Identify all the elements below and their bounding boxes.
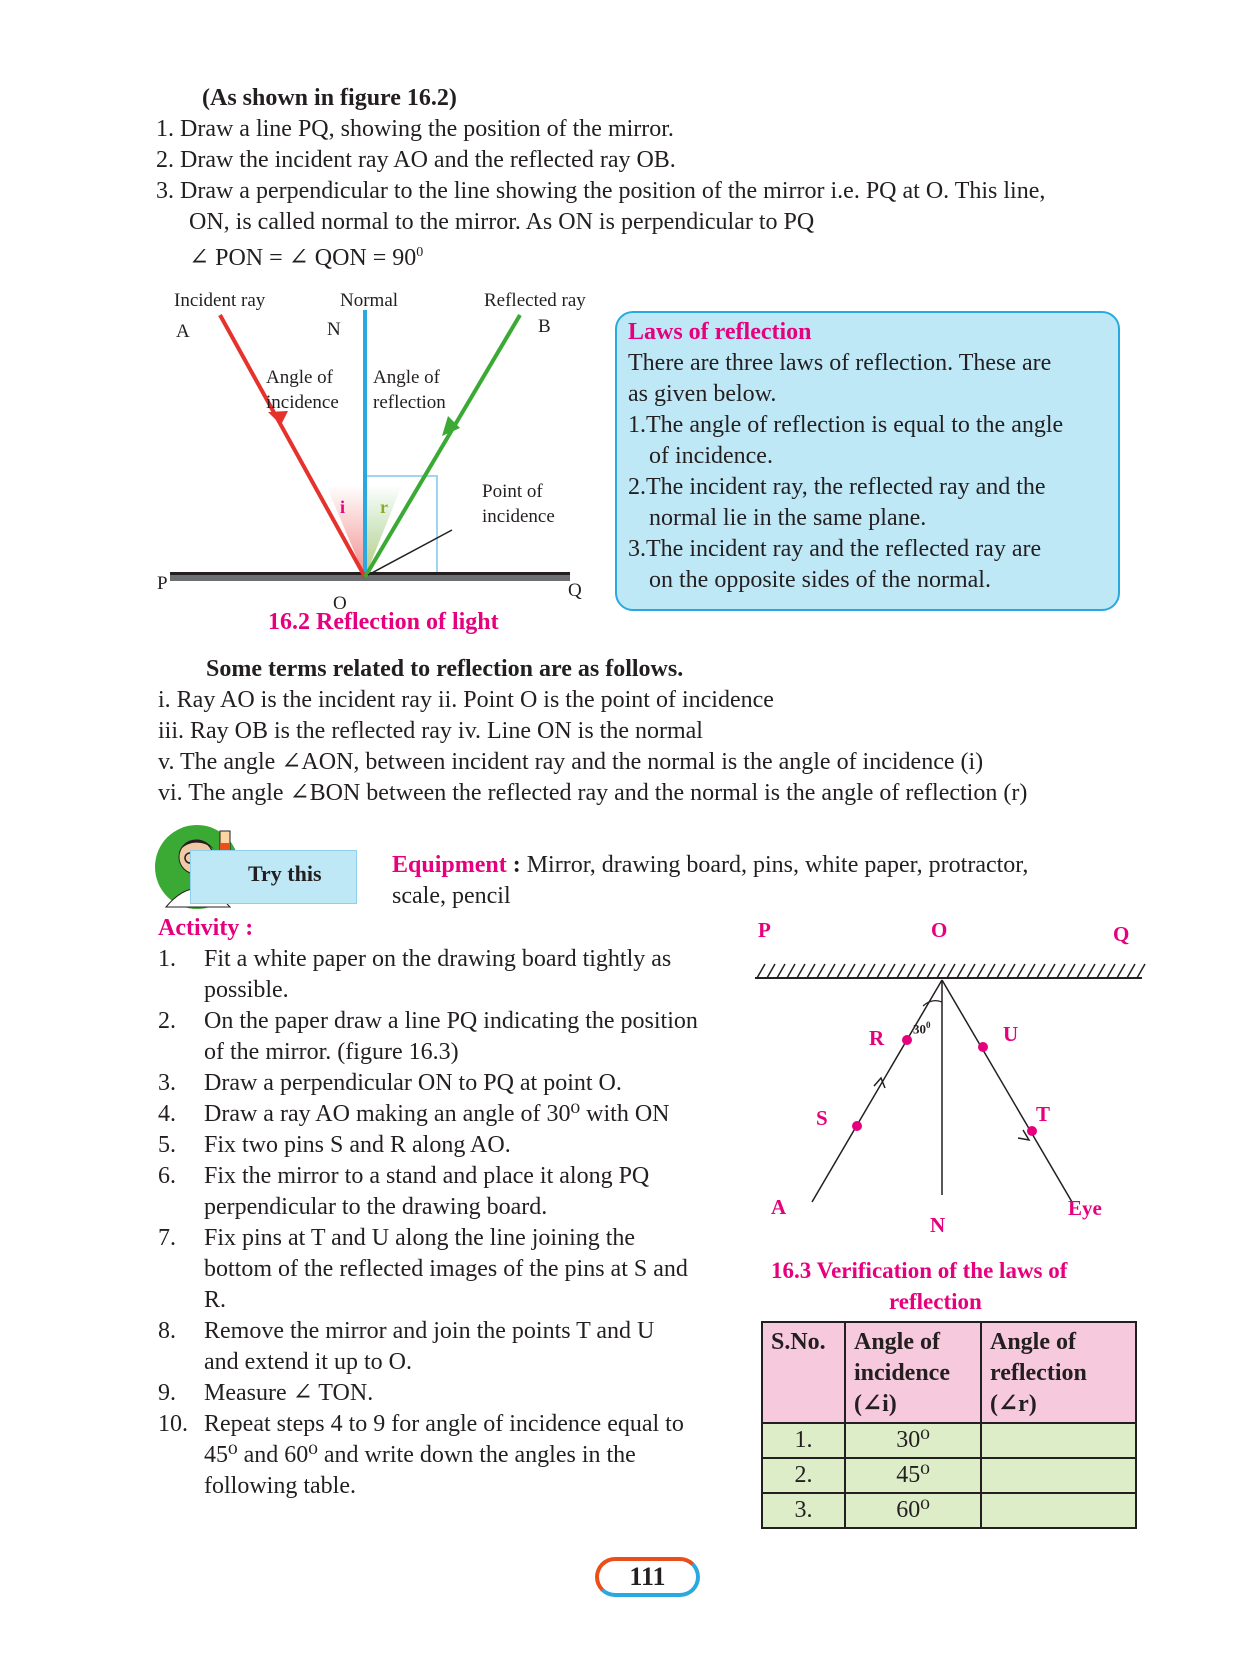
- laws-line: 2.The incident ray, the reflected ray and the: [628, 474, 1046, 500]
- verification-figure: [750, 940, 1150, 1220]
- equipment-sep: :: [506, 852, 527, 878]
- table-cell: 2.: [762, 1458, 845, 1493]
- pin-u: [978, 1042, 988, 1052]
- terms-heading: Some terms related to reflection are as follows.: [206, 656, 684, 682]
- header-angle-reflection: Angle of reflection (∠r): [981, 1322, 1136, 1423]
- fig2-label-eye: Eye: [1068, 1196, 1102, 1220]
- fig2-label-n: N: [930, 1213, 946, 1237]
- terms-line: v. The angle ∠AON, between incident ray and the normal is the angle of incidence (i): [158, 749, 984, 775]
- table-cell: [981, 1458, 1136, 1493]
- activity-step-text: On the paper draw a line PQ indicating the position: [204, 1008, 698, 1034]
- intro-angle-equation: ∠ PON = ∠ QON = $90^0$: [189, 245, 424, 271]
- activity-step-number: 7.: [158, 1225, 176, 1251]
- fig2-label-o: O: [931, 918, 948, 942]
- laws-title: Laws of reflection: [628, 319, 812, 345]
- label-n: N: [327, 319, 341, 340]
- fig2-label-a: A: [771, 1195, 787, 1219]
- pin-t: [1027, 1126, 1037, 1136]
- label-o: O: [333, 593, 347, 614]
- activity-step-text: possible.: [204, 977, 289, 1003]
- activity-step-text: Measure ∠ TON.: [204, 1380, 374, 1406]
- activity-step-text: Draw a ray AO making an angle of 30⁰ with ON: [204, 1101, 670, 1127]
- figure2-caption-2: reflection: [889, 1289, 982, 1314]
- laws-line: 1.The angle of reflection is equal to the angle: [628, 412, 1064, 438]
- activity-step-number: 4.: [158, 1101, 176, 1127]
- activity-step-text: Fix the mirror to a stand and place it along PQ: [204, 1163, 650, 1189]
- equipment-text: Mirror, drawing board, pins, white paper, protractor,: [526, 852, 1029, 878]
- label-angle-reflection-1: Angle of: [373, 367, 441, 388]
- activity-heading: Activity :: [158, 915, 254, 941]
- pin-r: [902, 1035, 912, 1045]
- activity-step-text: Remove the mirror and join the points T and U: [204, 1318, 655, 1344]
- intro-step-1: 1. Draw a line PQ, showing the position of the mirror.: [156, 116, 674, 142]
- label-angle-reflection-2: reflection: [373, 392, 446, 413]
- fig2-angle-label: $30^0$: [913, 1020, 931, 1037]
- label-b: B: [538, 316, 551, 337]
- fig2-label-p: P: [758, 918, 771, 942]
- label-reflected-ray: Reflected ray: [484, 290, 586, 311]
- figure1-caption: 16.2 Reflection of light: [268, 609, 499, 635]
- page-number: 111: [595, 1557, 700, 1597]
- fig2-label-r: R: [869, 1026, 885, 1050]
- laws-line: 3.The incident ray and the reflected ray are: [628, 536, 1042, 562]
- laws-line: normal lie in the same plane.: [649, 505, 927, 531]
- activity-step-number: 2.: [158, 1008, 176, 1034]
- fig2-label-t: T: [1036, 1102, 1051, 1126]
- label-r: r: [380, 497, 388, 517]
- intro-step-2: 2. Draw the incident ray AO and the reflected ray OB.: [156, 147, 676, 173]
- activity-step-text: bottom of the reflected images of the pins at S and: [204, 1256, 688, 1282]
- activity-step-number: 10.: [158, 1411, 188, 1437]
- angle-arc: [923, 1001, 942, 1006]
- label-angle-incidence-1: Angle of: [266, 367, 334, 388]
- activity-step-text: perpendicular to the drawing board.: [204, 1194, 548, 1220]
- equipment-line-1: [392, 850, 1028, 880]
- fig2-label-u: U: [1003, 1022, 1019, 1046]
- equipment-line-2: scale, pencil: [392, 883, 511, 909]
- laws-line: on the opposite sides of the normal.: [649, 567, 991, 593]
- activity-step-text: Fix two pins S and R along AO.: [204, 1132, 511, 1158]
- label-angle-incidence-2: incidence: [266, 392, 339, 413]
- equipment-label: Equipment: [392, 852, 507, 878]
- activity-step-text: Fix pins at T and U along the line joining the: [204, 1225, 636, 1251]
- table-row: [762, 1493, 1136, 1528]
- laws-of-reflection-box: [615, 311, 1120, 611]
- header-sno: S.No.: [762, 1322, 845, 1423]
- label-incident-ray: Incident ray: [174, 290, 266, 311]
- activity-step-number: 9.: [158, 1380, 176, 1406]
- activity-step-text: following table.: [204, 1473, 356, 1499]
- activity-step-text: of the mirror. (figure 16.3): [204, 1039, 459, 1065]
- activity-step-text: Draw a perpendicular ON to PQ at point O.: [204, 1070, 622, 1096]
- observation-table: [761, 1321, 1137, 1529]
- laws-line: of incidence.: [649, 443, 773, 469]
- activity-step-text: Fit a white paper on the drawing board tightly as: [204, 946, 672, 972]
- laws-line: as given below.: [628, 381, 777, 407]
- table-cell: 60⁰: [845, 1493, 981, 1528]
- label-poi-1: Point of: [482, 481, 543, 502]
- label-a: A: [176, 321, 190, 342]
- activity-step-number: 6.: [158, 1163, 176, 1189]
- try-this-label: Try this: [248, 861, 322, 886]
- label-p: P: [157, 573, 168, 594]
- activity-step-number: 5.: [158, 1132, 176, 1158]
- mirror-hatching: [757, 964, 1145, 978]
- laws-line: There are three laws of reflection. These are: [628, 350, 1052, 376]
- intro-heading: (As shown in figure 16.2): [202, 85, 457, 111]
- incident-ray: [220, 315, 365, 577]
- terms-line: vi. The angle ∠BON between the reflected ray and the normal is the angle of reflection (r): [158, 780, 1028, 806]
- intro-step-3b: ON, is called normal to the mirror. As ON is perpendicular to PQ: [189, 209, 815, 235]
- activity-step-text: and extend it up to O.: [204, 1349, 412, 1375]
- table-header-row: [762, 1322, 1136, 1423]
- activity-step-text: R.: [204, 1287, 227, 1313]
- table-cell: [981, 1493, 1136, 1528]
- table-cell: 45⁰: [845, 1458, 981, 1493]
- table-cell: 30⁰: [845, 1423, 981, 1458]
- fig2-label-s: S: [816, 1106, 828, 1130]
- label-poi-2: incidence: [482, 506, 555, 527]
- table-row: [762, 1458, 1136, 1493]
- table-cell: 1.: [762, 1423, 845, 1458]
- pin-s: [852, 1121, 862, 1131]
- header-angle-incidence: Angle of incidence (∠i): [845, 1322, 981, 1423]
- figure2-caption-1: 16.3 Verification of the laws of: [771, 1258, 1068, 1283]
- intro-step-3a: 3. Draw a perpendicular to the line showing the position of the mirror i.e. PQ at O. This line,: [156, 178, 1046, 204]
- label-normal: Normal: [340, 290, 399, 311]
- activity-step-number: 8.: [158, 1318, 176, 1344]
- reflected-ray: [365, 315, 520, 577]
- table-row: [762, 1423, 1136, 1458]
- activity-step-text: Repeat steps 4 to 9 for angle of incidence equal to: [204, 1411, 684, 1437]
- activity-step-text: 45⁰ and 60⁰ and write down the angles in the: [204, 1442, 636, 1468]
- activity-step-number: 3.: [158, 1070, 176, 1096]
- label-i: i: [340, 497, 346, 517]
- activity-step-number: 1.: [158, 946, 176, 972]
- terms-line: iii. Ray OB is the reflected ray iv. Line ON is the normal: [158, 718, 703, 744]
- ray-ot: [942, 980, 1072, 1202]
- terms-line: i. Ray AO is the incident ray ii. Point O is the point of incidence: [158, 687, 774, 713]
- ray-ao: [812, 980, 942, 1202]
- label-q: Q: [568, 580, 582, 601]
- table-cell: [981, 1423, 1136, 1458]
- table-cell: 3.: [762, 1493, 845, 1528]
- fig2-label-q: Q: [1113, 922, 1130, 946]
